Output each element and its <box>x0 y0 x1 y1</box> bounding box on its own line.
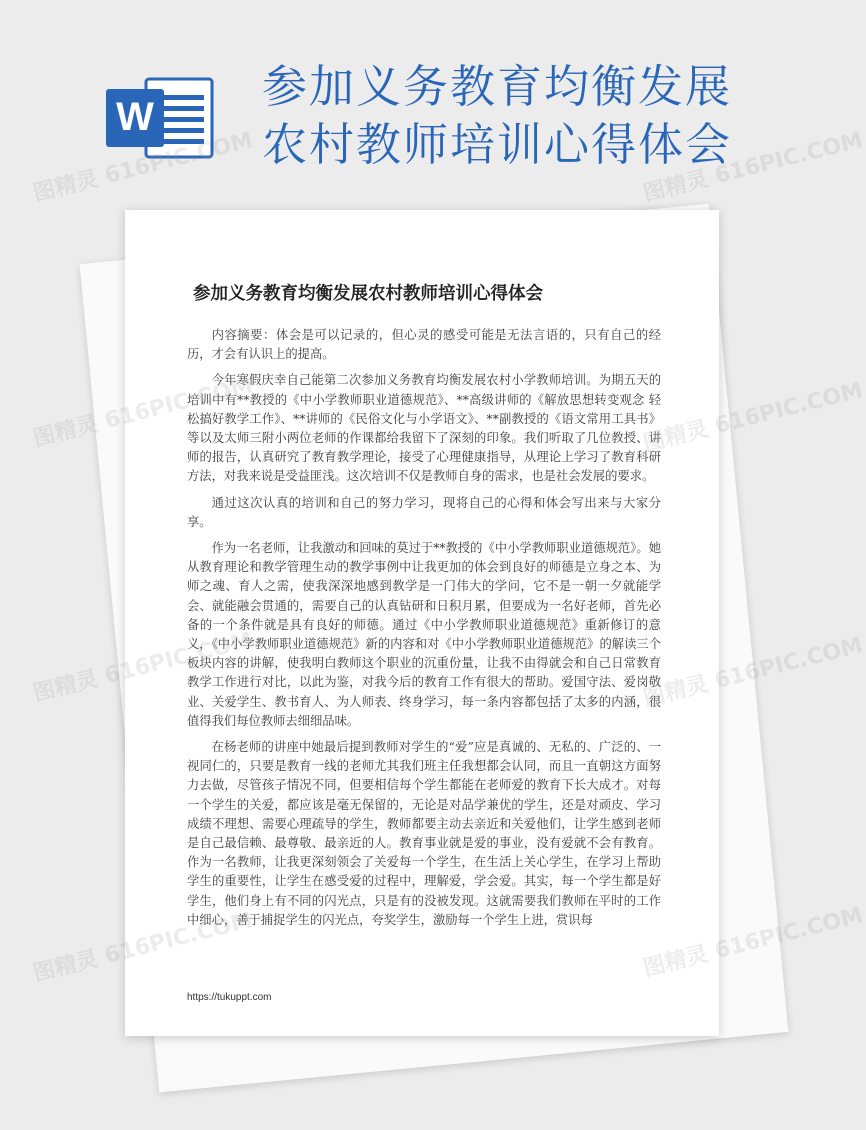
paragraph: 今年寒假庆幸自己能第二次参加义务教育均衡发展农村小学教师培训。为期五天的培训中有**教授的《中小学教师职业道德规范》、**高级讲师的《解放思想转变观念 轻松搞好教学工作》、**讲师的《民俗文化与小学语文》、**副教授的《语文常用工具书》等以及太师三附小两位老师的作课都给我留下了深刻的印象。我们听取了几位教授、讲师的报告，认真研究了教育教学理论，接受了心理健康指导，从理论上学习了教育科研方法，对我来说是受益匪浅。这次培训不仅是教师自身的需求，也是社会发展的要求。 <box>187 373 661 484</box>
document-body <box>187 326 661 937</box>
document-title: 参加义务教育均衡发展农村教师培训心得体会 <box>193 284 543 304</box>
paragraph-abstract: 内容摘要：体会是可以记录的，但心灵的感受可能是无法言语的，只有自己的经历，才会有认识上的提高。 <box>187 328 661 362</box>
paragraph: 通过这次认真的培训和自己的努力学习，现将自己的心得和体会写出来与大家分享。 <box>187 495 661 529</box>
svg-text:W: W <box>116 95 154 139</box>
paragraph: 作为一名老师，让我激动和回味的莫过于**教授的《中小学教师职业道德规范》。她从教育理论和教学管理生动的教学事例中让我更加的体会到良好的师德是立身之本、为师之魂、育人之需，使我深深地感到教学是一门伟大的学问，它不是一朝一夕就能学会、就能融会贯通的，需要自己的认真钻研和日积月累，但要成为一名好老师，首先必备的一个条件就是具有良好的师德。通过《中小学教师职业道德规范》重新修订的意义，《中小学教师职业道德规范》新的内容和对《中小学教师职业道德规范》的解读三个板块内容的讲解，使我明白教师这个职业的沉重份量，让我不由得就会和自己日常教育教学工作进行对比，以此为鉴，对我今后的教育工作有很大的帮助。爱国守法、爱岗敬业、关爱学生、教书育人、为人师表、终身学习，每一条内容都包括了太多的内涵，很值得我们每位教师去细细品味。 <box>187 541 661 728</box>
watermark: 图精灵 616PIC.COM <box>640 128 866 207</box>
document-page <box>125 210 719 1036</box>
watermark: 图精灵 <box>30 411 101 452</box>
watermark: 图精灵 616PIC.COM <box>30 128 256 207</box>
watermark: 616PIC.COM <box>712 903 866 964</box>
banner-title-line-2: 农村教师培训心得体会 <box>262 118 733 171</box>
word-document-icon <box>106 75 216 161</box>
banner-title <box>262 58 782 174</box>
watermark: 616PIC.COM <box>712 633 866 694</box>
header <box>0 0 800 210</box>
watermark: 图精灵 616PIC.COM <box>640 378 866 457</box>
watermark: 图精灵 <box>30 666 101 707</box>
footer-url: https://tukuppt.com <box>187 992 272 1003</box>
banner-title-line-1: 参加义务教育均衡发展 <box>262 60 733 113</box>
paragraph: 在杨老师的讲座中她最后提到教师对学生的“爱”应是真诚的、无私的、广泛的、一视同仁的，只要是教育一线的老师尤其我们班主任我想都会认同，而且一直朝这方面努力去做，尽管孩子情况不同，但要相信每个学生都能在老师爱的教育下长大成才。对每一个学生的关爱，都应该是毫无保留的，无论是对品学兼优的学生，还是对顽皮、学习成绩不理想、需要心理疏导的学生，教师都要主动去亲近和关爱他们，让学生感到老师是自己最信赖、最尊敬、最亲近的人。教育事业就是爱的事业，没有爱就不会有教育。作为一名教师，让我更深刻领会了关爱每一个学生，在生活上关心学生，在学习上帮助学生的重要性，让学生在感受爱的过程中，理解爱，学会爱。其实，每一个学生都是好学生，他们身上有不同的闪光点，只是有的没被发现。这就需要我们教师在平时的工作中细心，善于捕捉学生的闪光点，夸奖学生，激励每一个学生上进，赏识每 <box>187 740 661 927</box>
watermark: 图精灵 <box>30 946 101 987</box>
